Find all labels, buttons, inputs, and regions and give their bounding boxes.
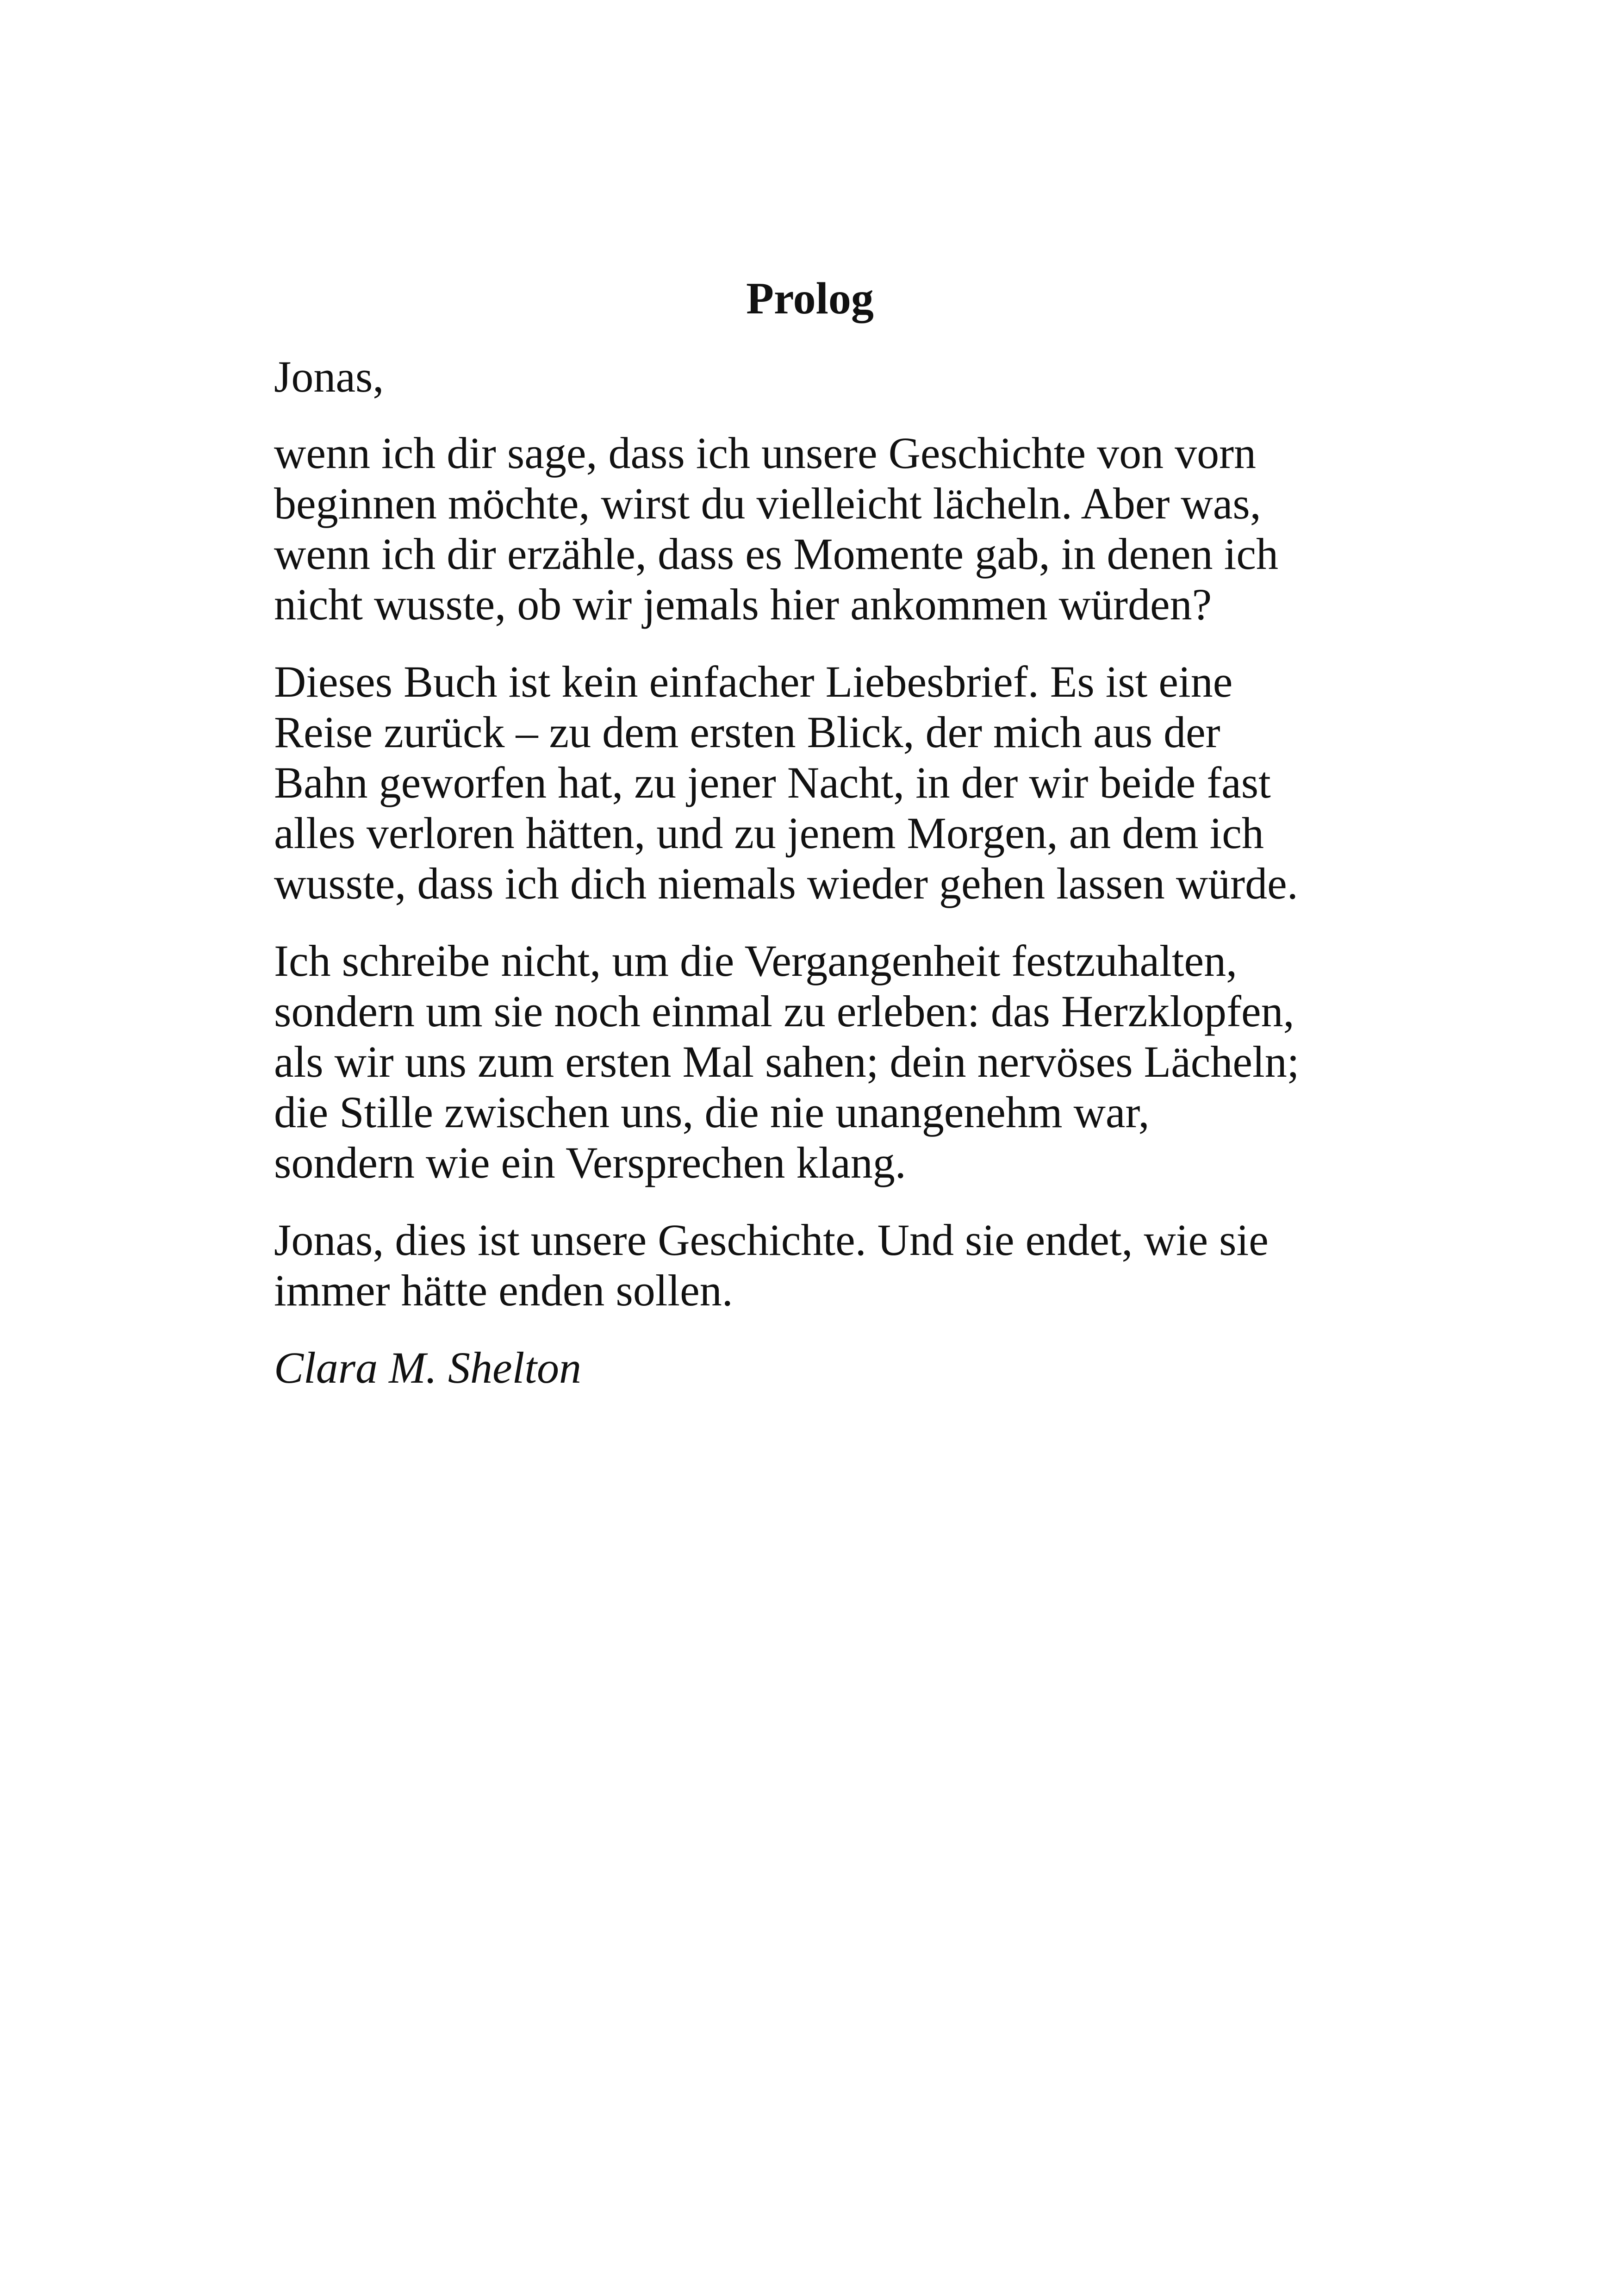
paragraph-line: Bahn geworfen hat, zu jener Nacht, in der wir beide fast xyxy=(274,758,1271,807)
paragraph-4 xyxy=(274,1215,1394,1316)
paragraph-line: wenn ich dir sage, dass ich unsere Geschichte von vorn xyxy=(274,428,1257,478)
paragraph-line: Reise zurück – zu dem ersten Blick, der mich aus der xyxy=(274,707,1220,757)
paragraph-line: nicht wusste, ob wir jemals hier ankommen würden? xyxy=(274,580,1212,629)
paragraph-line: wenn ich dir erzähle, dass es Momente gab, in denen ich xyxy=(274,529,1278,579)
author-signature: Clara M. Shelton xyxy=(274,1343,581,1392)
paragraph-line: Dieses Buch ist kein einfacher Liebesbrief. Es ist eine xyxy=(274,657,1233,706)
paragraph-line: beginnen möchte, wirst du vielleicht lächeln. Aber was, xyxy=(274,479,1261,528)
paragraph-2 xyxy=(274,656,1394,909)
paragraph-line: wusste, dass ich dich niemals wieder gehen lassen würde. xyxy=(274,859,1298,908)
paragraph-line: Ich schreibe nicht, um die Vergangenheit festzuhalten, xyxy=(274,936,1238,986)
paragraph-line: Jonas, dies ist unsere Geschichte. Und sie endet, wie sie xyxy=(274,1215,1269,1265)
paragraph-line: immer hätte enden sollen. xyxy=(274,1266,733,1315)
paragraph-line: die Stille zwischen uns, die nie unangenehm war, xyxy=(274,1087,1150,1137)
paragraph-1 xyxy=(274,428,1394,630)
salutation: Jonas, xyxy=(274,352,384,401)
paragraph-line: als wir uns zum ersten Mal sahen; dein nervöses Lächeln; xyxy=(274,1037,1300,1086)
prologue-body xyxy=(274,271,1394,1393)
page-title: Prolog xyxy=(746,274,874,324)
paragraph-line: alles verloren hätten, und zu jenem Morgen, an dem ich xyxy=(274,808,1264,858)
paragraph-line: sondern um sie noch einmal zu erleben: das Herzklopfen, xyxy=(274,986,1294,1036)
paragraph-3 xyxy=(274,936,1394,1188)
paragraph-line: sondern wie ein Versprechen klang. xyxy=(274,1138,906,1187)
